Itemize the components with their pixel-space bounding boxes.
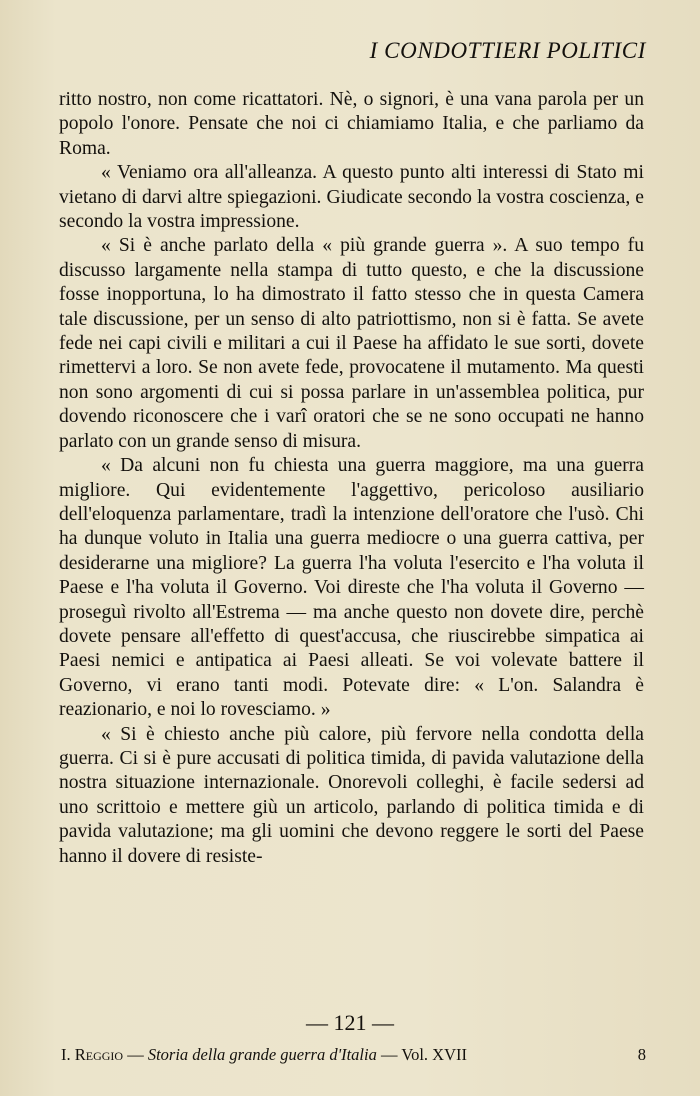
paragraph: « Da alcuni non fu chiesta una guerra maggiore, ma una guerra migliore. Qui evidentemente l'aggettivo, pericoloso ausiliario dell'eloquenza parlamentare, tradì la intenzione dell'oratore che l'usò. Chi ha dunque voluto in Italia una guerra mediocre o una guerra cattiva, per desiderarne una migliore? La guerra l'ha voluta l'esercito e l'ha voluta il Paese e l'ha voluta il Governo. Voi direste che l'ha voluta il Governo — proseguì rivolto all'Estrema — ma anche questo non dovete dire, perchè dovete pensare all'effetto di quest'accusa, che riuscirebbe simpatica ai Paesi nemici e antipatica ai Paesi alleati. Se voi volevate battere il Governo, vi erano tanti modi. Potevate dire: « L'on. Salandra è reazionario, e noi lo rovesciamo. »	[59, 455, 644, 721]
footer-title: Storia della grande guerra d'Italia	[147, 1045, 377, 1064]
footer-signature: 8	[637, 1045, 646, 1064]
paragraph-continuation: ritto nostro, non come ricattatori. Nè, o signori, è una vana parola per un popolo l'onore. Pensate che noi ci chiamiamo Italia, e che parliamo da Roma.	[59, 89, 644, 159]
footer-dash: —	[127, 1045, 144, 1064]
footer-citation	[61, 1045, 467, 1065]
footer-line	[61, 1045, 646, 1065]
page-number: — 121 —	[306, 1010, 394, 1035]
body-text	[59, 88, 644, 869]
footer-volume: Vol. XVII	[401, 1045, 468, 1064]
paragraph: « Si è anche parlato della « più grande guerra ». A suo tempo fu discusso largamente nella stampa di tutto questo, e che la discussione fosse inopportuna, lo ha dimostrato il fatto stesso che in questa Camera tale discussione, per un senso di alto patriottismo, non si è fatta. Se avete fede nei capi civili e militari a cui il Paese ha affidato le sue sorti, dovete rimettervi a loro. Se non avete fede, provocatene il mutamento. Ma questi non sono argomenti di cui si possa parlare in un'assemblea politica, pur dovendo riconoscere che i varî oratori che se ne sono occupati ne hanno parlato con un grande senso di misura.	[59, 235, 644, 452]
footer-author: I. Reggio	[61, 1045, 124, 1064]
paragraph: « Si è chiesto anche più calore, più fervore nella condotta della guerra. Ci si è pure accusati di politica timida, di pavida valutazione della nostra situazione internazionale. Onorevoli colleghi, è facile sedersi ad uno scrittoio e mettere giù un articolo, parlando di politica timida e di pavida valutazione; ma gli uomini che devono reggere le sorti del Paese hanno il dovere di resiste-	[59, 723, 644, 867]
footer-dash: —	[380, 1045, 398, 1064]
paragraph: « Veniamo ora all'alleanza. A questo punto alti interessi di Stato mi vietano di darvi altre spiegazioni. Giudicate secondo la vostra coscienza, e secondo la vostra impressione.	[59, 162, 644, 233]
running-head: I CONDOTTIERI POLITICI	[369, 38, 646, 63]
